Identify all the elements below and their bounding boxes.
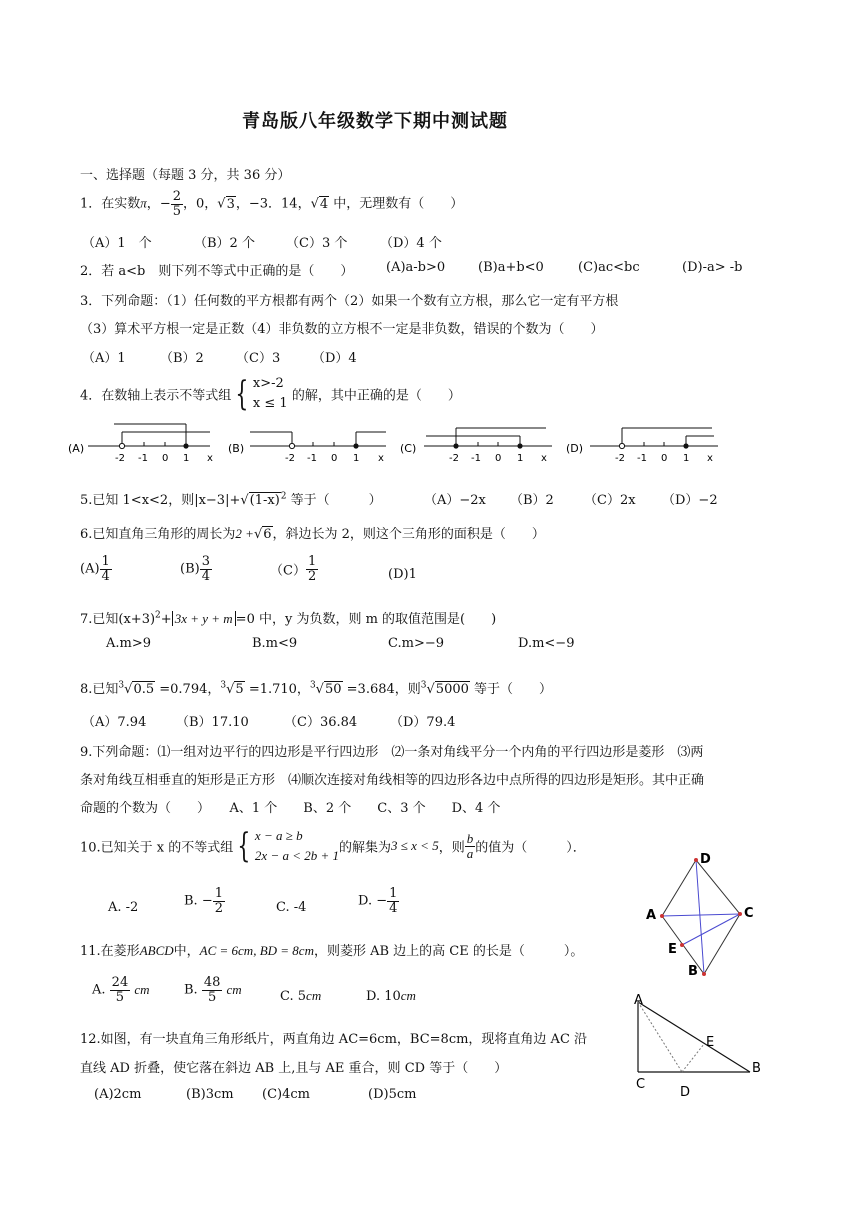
q5-option-b: （B）2 — [510, 493, 554, 508]
rhombus-figure — [640, 848, 760, 978]
question-9-line-2: 条对角线互相垂直的矩形是正方形 ⑷顺次连接对角线相等的四边形各边中点所得的四边形是矩形。其中正确 — [80, 773, 705, 788]
svg-text:-1: -1 — [637, 453, 647, 464]
q6-option-b: (B) $\frac{3}{4}$ — [180, 554, 210, 584]
question-5: 5.已知 1<x<2，则$|x-3|+√(1-x)^2$ 等于（ ） — [80, 491, 382, 508]
q8-option-d: （D）79.4 — [390, 715, 456, 730]
question-6: 6.已知直角三角形的周长为2 +√6，斜边长为 2，则这个三角形的面积是（ ） — [80, 526, 545, 542]
svg-text:1: 1 — [183, 453, 190, 464]
svg-text:x: x — [707, 453, 713, 464]
question-7: 7.已知$(x+3)^2+ 3x + y + m =0$ 中，y 为负数，则 m 的取值范围是( ) — [80, 610, 497, 627]
question-3-line-2: （3）算术平方根一定是正数（4）非负数的立方根不一定是非负数，错误的个数为（ ） — [80, 322, 604, 337]
q2-option-d: (D)-a> -b — [682, 260, 743, 275]
q11-option-d: D. 10cm — [366, 988, 416, 1004]
q11-option-c: C. 5cm — [280, 988, 322, 1004]
option-label: (A) — [68, 442, 85, 455]
svg-text:1: 1 — [683, 453, 690, 464]
q7-option-b: B.m<9 — [252, 636, 298, 651]
section-heading: 一、选择题（每题 3 分，共 36 分） — [80, 168, 291, 183]
q1-option-b: （B）2 个 — [194, 236, 255, 251]
question-12-line-1: 12.如图，有一块直角三角形纸片，两直角边 AC=6cm，BC=8cm，现将直角边 AC 沿 — [80, 1032, 588, 1047]
q7-option-a: A.m>9 — [106, 636, 152, 651]
number-line-c — [400, 428, 552, 464]
absolute-value: 3x + y + m — [172, 611, 236, 626]
svg-text:x: x — [378, 453, 384, 464]
vertex-label: C — [744, 906, 754, 921]
q6-option-a: (A) $\frac{1}{4}$ — [80, 554, 110, 584]
svg-text:-2: -2 — [115, 453, 125, 464]
option-label: (B) — [228, 442, 245, 455]
question-8: 8.已知$^3$√0.5 =0.794，$^3$√5 =1.710，$^3$√50 =3.684，则$^3$√5000 等于（ ） — [80, 680, 553, 697]
q8-option-b: （B）17.10 — [176, 715, 249, 730]
option-label: (C) — [400, 442, 417, 455]
vertex-label: D — [700, 852, 711, 867]
question-9-line-1: 9.下列命题：⑴一组对边平行的四边形是平行四边形 ⑵一条对角线平分一个内角的平行四边形是菱形 ⑶两 — [80, 745, 704, 760]
sqrt-expression: $√(1-x)^2$ — [240, 491, 287, 508]
number-line-d — [566, 428, 718, 464]
number-line-b — [228, 432, 386, 464]
vertex-label: B — [752, 1061, 761, 1076]
question-1: 1．在实数π，− $\frac{2}{5}$ ，0，√3，−3．14，√4 中，无理数有（ ） — [80, 189, 464, 219]
sqrt-6: √6 — [253, 527, 272, 542]
q7-option-c: C.m>−9 — [388, 636, 444, 651]
number-line-a — [68, 424, 213, 464]
q10-option-c: C. -4 — [276, 900, 307, 915]
svg-text:0: 0 — [331, 453, 338, 464]
svg-text:-1: -1 — [471, 453, 481, 464]
q3-option-b: （B）2 — [160, 351, 204, 366]
q1-option-a: （A）1 个 — [82, 236, 152, 251]
pi-symbol: π — [140, 195, 147, 211]
q8-option-c: （C）36.84 — [284, 715, 358, 730]
question-10: 10.已知关于 x 的不等式组 { x − a ≥ b 2x − a < 2b + 1 的解集为3 ≤ x < 5，则 $\frac{b}{a}$ 的值为（ ）． — [80, 826, 586, 867]
q5-option-a: （A）−2x — [424, 493, 486, 508]
vertex-label: E — [706, 1035, 715, 1050]
question-12-line-2: 直线 AD 折叠，使它落在斜边 AB 上,且与 AE 重合，则 CD 等于（ ） — [80, 1061, 508, 1076]
q12-option-c: (C)4cm — [262, 1087, 310, 1102]
q7-option-d: D.m<−9 — [518, 636, 575, 651]
page-title: 青岛版八年级数学下期中测试题 — [242, 111, 508, 132]
q11-option-a: A. $\frac{24}{5}$ cm — [92, 975, 150, 1005]
vertex-label: C — [636, 1077, 646, 1092]
vertex-label: A — [634, 993, 643, 1008]
question-3-line-1: 3．下列命题：（1）任何数的平方根都有两个（2）如果一个数有立方根，那么它一定有平方根 — [80, 294, 619, 309]
q6-option-c: （C） $\frac{1}{2}$ — [270, 554, 317, 584]
svg-text:1: 1 — [517, 453, 524, 464]
sqrt-4: √4 — [310, 196, 329, 212]
svg-text:1: 1 — [353, 453, 360, 464]
q3-option-a: （A）1 — [82, 351, 126, 366]
svg-text:x: x — [207, 453, 213, 464]
inequality-system: x>-2 x ≤ 1 — [252, 376, 288, 412]
q1-option-c: （C）3 个 — [286, 236, 348, 251]
option-label: (D) — [566, 442, 584, 455]
q12-option-b: (B)3cm — [186, 1087, 234, 1102]
svg-text:0: 0 — [661, 453, 668, 464]
svg-text:0: 0 — [495, 453, 502, 464]
question-4: 4．在数轴上表示不等式组 { x>-2 x ≤ 1 的解，其中正确的是（ ） — [80, 374, 461, 415]
svg-text:-1: -1 — [307, 453, 317, 464]
q12-option-d: (D)5cm — [368, 1087, 417, 1102]
svg-text:x: x — [541, 453, 547, 464]
q2-option-b: (B)a+b<0 — [478, 260, 544, 275]
vertex-label: A — [646, 908, 657, 923]
question-2: 2．若 a<b 则下列不等式中正确的是（ ） — [80, 264, 354, 279]
svg-text:-2: -2 — [285, 453, 295, 464]
sqrt-3: √3 — [217, 196, 235, 212]
svg-text:-1: -1 — [138, 453, 148, 464]
svg-text:-2: -2 — [615, 453, 625, 464]
svg-text:-2: -2 — [449, 453, 459, 464]
q10-option-d: D. − $\frac{1}{4}$ — [358, 886, 398, 916]
q10-option-b: B. − $\frac{1}{2}$ — [184, 886, 223, 916]
triangle-figure — [628, 992, 778, 1102]
vertex-label: B — [688, 964, 698, 978]
q11-option-b: B. $\frac{48}{5}$ cm — [184, 975, 242, 1005]
q5-option-c: （C）2x — [584, 493, 636, 508]
inequality-system: x − a ≥ b 2x − a < 2b + 1 — [254, 828, 340, 864]
q2-option-c: (C)ac<bc — [578, 260, 640, 275]
q8-option-a: （A）7.94 — [82, 715, 147, 730]
svg-text:0: 0 — [162, 453, 169, 464]
q6-option-d: (D)1 — [388, 567, 417, 582]
q3-option-d: （D）4 — [312, 351, 357, 366]
number-line-options — [60, 418, 740, 464]
q10-option-a: A. -2 — [108, 900, 139, 915]
q12-option-a: (A)2cm — [94, 1087, 142, 1102]
vertex-label: E — [668, 942, 677, 957]
question-9-line-3: 命题的个数为（ ） A、1 个 B、2 个 C、3 个 D、4 个 — [80, 801, 501, 816]
fraction: $\frac{2}{5}$ — [172, 189, 181, 219]
q3-option-c: （C）3 — [236, 351, 281, 366]
q2-option-a: (A)a-b>0 — [386, 260, 446, 275]
q5-option-d: （D）−2 — [662, 493, 718, 508]
q1-option-d: （D）4 个 — [380, 236, 442, 251]
question-11: 11.在菱形ABCD中，AC = 6cm, BD = 8cm，则菱形 AB 边上的高 CE 的长是（ ）。 — [80, 943, 584, 959]
vertex-label: D — [680, 1085, 691, 1100]
